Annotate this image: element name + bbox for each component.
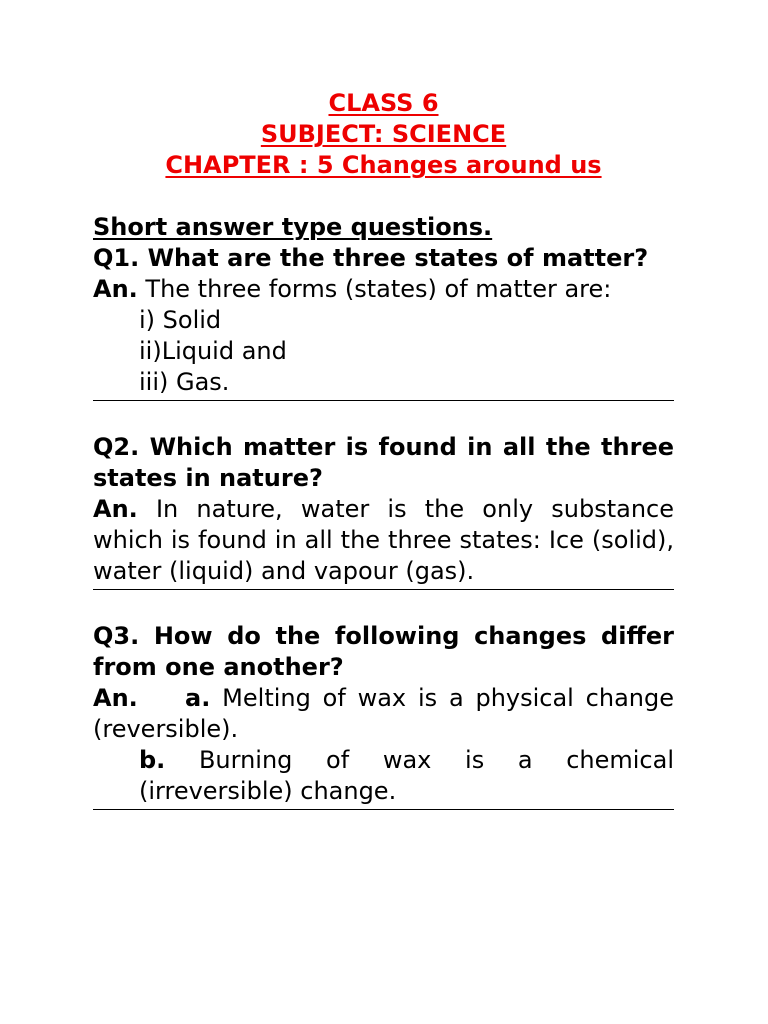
class-title: CLASS 6: [328, 89, 439, 117]
answer-3b: [93, 745, 674, 807]
question-1: Q1. What are the three states of matter?: [93, 244, 649, 272]
section-title: Short answer type questions.: [93, 213, 493, 241]
question-2: Q2. Which matter is found in all the three states in nature?: [93, 433, 674, 492]
list-item: ii)Liquid and: [139, 337, 287, 365]
answer-text: In nature, water is the only substance which is found in all the three states: Ice (solid), water (liquid) and vapour (gas).: [93, 495, 674, 585]
chapter-title: CHAPTER : 5 Changes around us: [165, 151, 602, 179]
list-item: iii) Gas.: [139, 368, 230, 396]
answer-label: An.: [93, 684, 138, 712]
question-3: Q3. How do the following changes differ from one another?: [93, 622, 674, 681]
list-item: i) Solid: [139, 306, 222, 334]
answer-label: An.: [93, 495, 138, 523]
document-header: [93, 88, 674, 181]
part-b-text: Burning of wax is a chemical (irreversible) change.: [139, 746, 674, 805]
answer-3a: [93, 683, 674, 745]
part-a-text: Melting of wax is a physical change (reversible).: [93, 684, 674, 743]
answer-2: [93, 494, 674, 587]
answer-label: An.: [93, 275, 138, 303]
subject-title: SUBJECT: SCIENCE: [260, 120, 507, 148]
divider: [93, 809, 674, 810]
part-b-label: b.: [139, 746, 166, 774]
answer-1: [93, 274, 674, 305]
answer-text: The three forms (states) of matter are:: [137, 275, 612, 303]
part-a-label: a.: [185, 684, 211, 712]
document-page: [93, 88, 674, 810]
